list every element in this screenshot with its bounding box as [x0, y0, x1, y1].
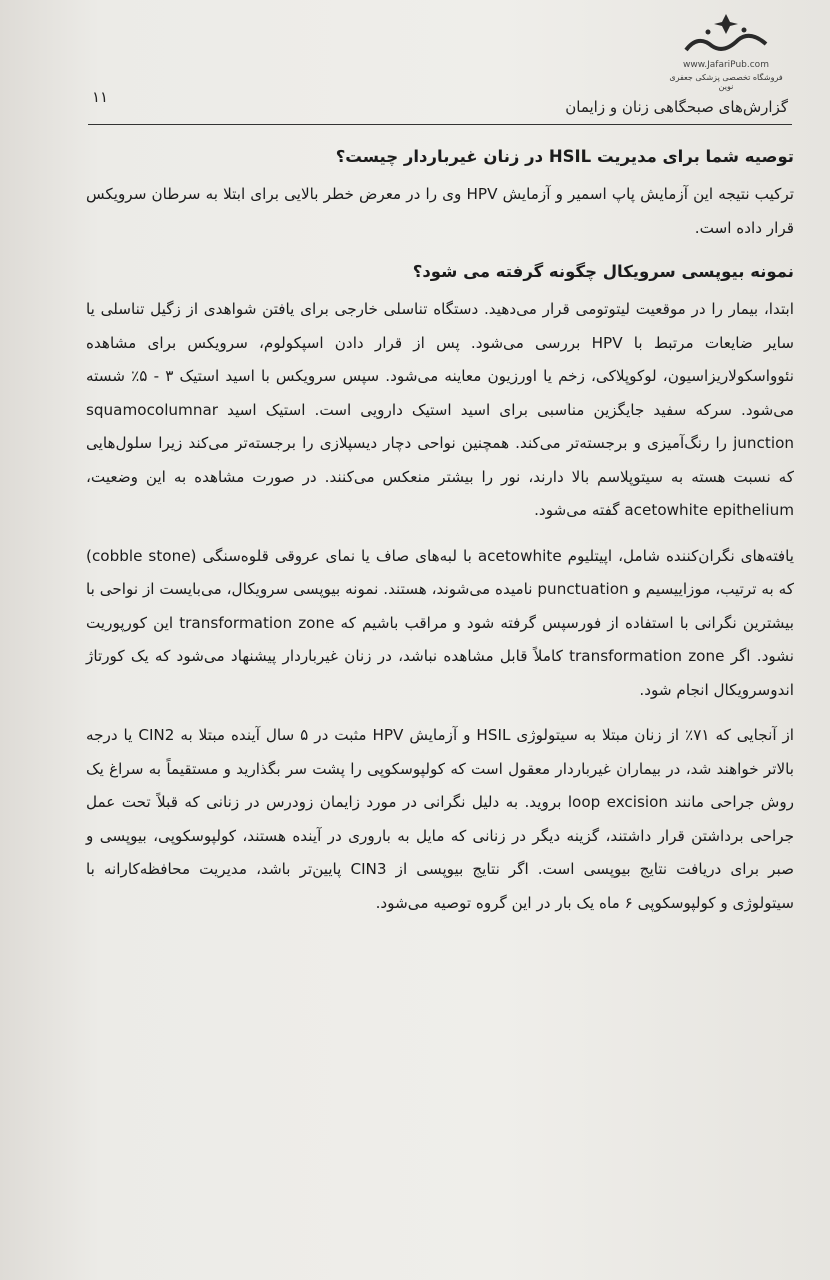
publisher-logo: [666, 10, 786, 91]
header-divider: [88, 124, 792, 125]
paragraph: ابتدا، بیمار را در موقعیت لیتوتومی قرار می‌دهید. دستگاه تناسلی خارجی برای یافتن شواهدی از زگیل تناسلی یا سایر ضایعات مرتبط با HPV بررسی می‌شود. پس از قرار دادن اسپکولوم، سرویکس برای مشاهده نئوواسکولاریزاسیون، لوکوپلاکی، زخم یا اورزیون معاینه می‌شود. سپس سرویکس با اسید استیک ۳ - ۵٪ شسته می‌شود. سرکه سفید جایگزین مناسبی برای اسید استیک دارویی است. استیک اسید squamocolumnar junction را رنگ‌آمیزی و برجسته‌تر می‌کند. همچنین نواحی دچار دیسپلازی را برجسته‌تر می‌کند زیرا سلول‌هایی که نسبت هسته به سیتوپلاسم بالا دارند، نور را بیشتر منعکس می‌کنند. در صورت مشاهده به این وضعیت، acetowhite epithelium گفته می‌شود.: [86, 300, 794, 519]
publisher-url: www.JafariPub.com: [683, 60, 769, 70]
publisher-caption: فروشگاه تخصصی پزشکی جعفری نوین: [669, 73, 783, 91]
section-heading-hsil-management: توصیه شما برای مدیریت HSIL در زنان غیرباردار چیست؟: [335, 147, 794, 166]
paragraph: ترکیب نتیجه این آزمایش پاپ اسمیر و آزمایش HPV وی را در معرض خطر بالایی برای ابتلا به سرطان سرویکس قرار داده است.: [86, 185, 794, 237]
jafari-logo-icon: [678, 10, 774, 58]
running-title: گزارش‌های صبحگاهی زنان و زایمان: [565, 98, 788, 116]
page-number: ۱۱: [92, 88, 109, 106]
section-heading-cervical-biopsy: نمونه بیوپسی سرویکال چگونه گرفته می شود؟: [412, 262, 794, 281]
paragraph: یافته‌های نگران‌کننده شامل، اپیتلیوم acetowhite با لبه‌های صاف یا نمای عروقی قلوه‌سنگی (cobble stone) که به ترتیب، موزاییسیم و punctuation نامیده می‌شوند، هستند. نمونه بیوپسی سرویکال، می‌بایست از نواحی با بیشترین نگرانی با استفاده از فورسپس گرفته شود و مراقب باشیم که transformation zone این کورپوریت نشود. اگر transformation zone کاملاً قابل مشاهده نباشد، در زنان غیرباردار پیشنهاد می‌شود که یک کورتاژ اندوسرویکال انجام شود.: [86, 546, 795, 699]
page-body: [86, 142, 794, 932]
paragraph: از آنجایی که ۷۱٪ از زنان مبتلا به سیتولوژی HSIL و آزمایش HPV مثبت در ۵ سال آینده مبتلا به CIN2 یا درجه بالاتر خواهند شد، در بیماران غیرباردار معقول است که کولپوسکوپی را پشت سر بگذارید و مستقیماً به سراغ یک روش جراحی مانند loop excision بروید. به دلیل نگرانی در مورد زایمان زودرس در زنانی که قبلاً تحت عمل جراحی برداشتن قرار داشتند، گزینه دیگر در زنانی که مایل به باروری در آینده هستند، کولپوسکوپی، بیوپسی و صبر برای دریافت نتایج بیوپسی است. اگر نتایج بیوپسی از CIN3 پایین‌تر باشد، مدیریت محافظه‌کارانه با سیتولوژی و کولپوسکوپی ۶ ماه یک بار در این گروه توصیه می‌شود.: [86, 726, 795, 912]
